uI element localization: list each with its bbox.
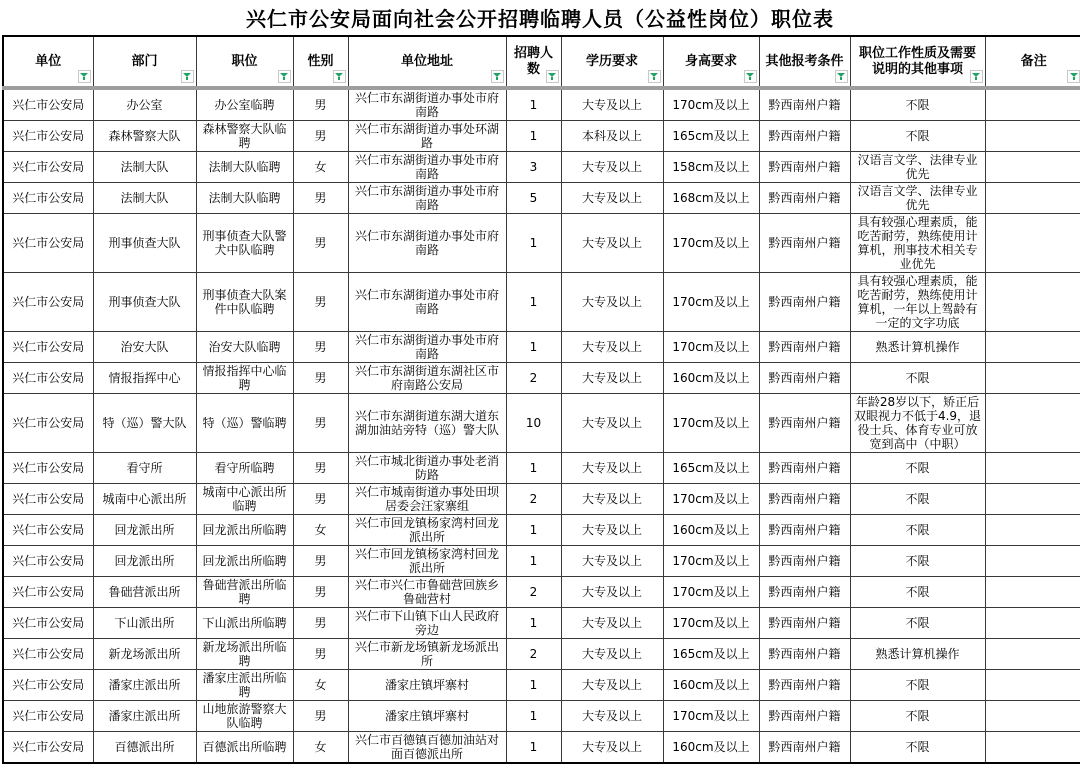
cell-address: 兴仁市东湖街道东湖社区市府南路公安局 [348,363,506,394]
cell-department: 鲁础营派出所 [93,577,196,608]
cell-unit: 兴仁市公安局 [3,701,93,732]
cell-remarks [985,639,1080,670]
cell-unit: 兴仁市公安局 [3,670,93,701]
cell-education: 大专及以上 [561,152,663,183]
cell-department: 下山派出所 [93,608,196,639]
filter-button-other-conditions[interactable] [835,70,848,83]
cell-address: 兴仁市东湖街道办事处市府南路 [348,88,506,121]
cell-position: 治安大队临聘 [196,332,293,363]
cell-remarks [985,608,1080,639]
cell-department: 特（巡）警大队 [93,394,196,453]
cell-headcount: 1 [506,273,561,332]
cell-headcount: 1 [506,332,561,363]
cell-address: 潘家庄镇坪寨村 [348,670,506,701]
cell-headcount: 1 [506,732,561,764]
cell-unit: 兴仁市公安局 [3,577,93,608]
cell-other-conditions: 黔西南州户籍 [759,546,850,577]
cell-height: 170cm及以上 [663,88,759,121]
cell-job-notes: 不限 [850,577,985,608]
cell-height: 165cm及以上 [663,639,759,670]
cell-job-notes: 熟悉计算机操作 [850,332,985,363]
cell-address: 兴仁市东湖街道办事处环湖路 [348,121,506,152]
cell-job-notes: 不限 [850,453,985,484]
cell-position: 回龙派出所临聘 [196,546,293,577]
table-row [3,701,1080,732]
cell-education: 大专及以上 [561,546,663,577]
cell-height: 170cm及以上 [663,394,759,453]
cell-unit: 兴仁市公安局 [3,332,93,363]
column-header-label: 招聘人数 [513,45,553,77]
filter-dropdown-icon [493,73,501,80]
cell-headcount: 5 [506,183,561,214]
cell-address: 兴仁市回龙镇杨家湾村回龙派出所 [348,546,506,577]
filter-dropdown-icon [972,73,980,80]
header-row [3,36,1080,88]
cell-other-conditions: 黔西南州户籍 [759,453,850,484]
cell-unit: 兴仁市公安局 [3,273,93,332]
cell-position: 潘家庄派出所临聘 [196,670,293,701]
table-row [3,577,1080,608]
cell-address: 兴仁市东湖街道办事处市府南路 [348,152,506,183]
cell-height: 170cm及以上 [663,608,759,639]
cell-gender: 男 [293,214,348,273]
cell-job-notes: 不限 [850,546,985,577]
cell-department: 法制大队 [93,152,196,183]
cell-job-notes: 不限 [850,701,985,732]
page-title: 兴仁市公安局面向社会公开招聘临聘人员（公益性岗位）职位表 [246,7,834,31]
cell-job-notes: 年龄28岁以下，矫正后双眼视力不低于4.9，退役士兵、体育专业可放宽到高中（中职） [850,394,985,453]
cell-remarks [985,732,1080,764]
cell-education: 大专及以上 [561,332,663,363]
column-header-label: 部门 [131,53,158,69]
cell-job-notes: 不限 [850,732,985,764]
cell-unit: 兴仁市公安局 [3,214,93,273]
filter-button-height[interactable] [744,70,757,83]
cell-job-notes: 不限 [850,121,985,152]
cell-unit: 兴仁市公安局 [3,394,93,453]
cell-remarks [985,121,1080,152]
cell-unit: 兴仁市公安局 [3,88,93,121]
cell-gender: 男 [293,88,348,121]
cell-position: 看守所临聘 [196,453,293,484]
column-header-label: 单位 [35,53,62,69]
cell-department: 森林警察大队 [93,121,196,152]
cell-gender: 女 [293,670,348,701]
filter-dropdown-icon [837,73,845,80]
cell-job-notes: 具有较强心理素质，能吃苦耐劳，熟练使用计算机，一年以上驾龄有一定的文字功底 [850,273,985,332]
cell-unit: 兴仁市公安局 [3,639,93,670]
cell-other-conditions: 黔西南州户籍 [759,732,850,764]
cell-headcount: 1 [506,701,561,732]
cell-job-notes: 具有较强心理素质，能吃苦耐劳，熟练使用计算机，刑事技术相关专业优先 [850,214,985,273]
cell-other-conditions: 黔西南州户籍 [759,273,850,332]
filter-button-unit[interactable] [78,70,91,83]
cell-gender: 男 [293,608,348,639]
cell-headcount: 2 [506,484,561,515]
filter-button-position[interactable] [278,70,291,83]
cell-education: 大专及以上 [561,183,663,214]
cell-unit: 兴仁市公安局 [3,608,93,639]
table-row [3,121,1080,152]
cell-height: 160cm及以上 [663,363,759,394]
cell-gender: 男 [293,453,348,484]
cell-height: 170cm及以上 [663,332,759,363]
cell-gender: 男 [293,577,348,608]
cell-job-notes: 汉语言文学、法律专业优先 [850,152,985,183]
cell-other-conditions: 黔西南州户籍 [759,701,850,732]
cell-department: 刑事侦查大队 [93,273,196,332]
cell-address: 兴仁市回龙镇杨家湾村回龙派出所 [348,515,506,546]
cell-department: 法制大队 [93,183,196,214]
cell-remarks [985,577,1080,608]
cell-department: 回龙派出所 [93,546,196,577]
table-row [3,183,1080,214]
cell-other-conditions: 黔西南州户籍 [759,183,850,214]
table-row [3,332,1080,363]
cell-headcount: 3 [506,152,561,183]
cell-position: 回龙派出所临聘 [196,515,293,546]
table-row [3,453,1080,484]
cell-department: 看守所 [93,453,196,484]
cell-remarks [985,332,1080,363]
filter-dropdown-icon [80,73,88,80]
cell-unit: 兴仁市公安局 [3,363,93,394]
column-header-label: 职位工作性质及需要说明的其他事项 [858,45,976,77]
cell-department: 办公室 [93,88,196,121]
filter-button-gender[interactable] [333,70,346,83]
cell-gender: 男 [293,363,348,394]
cell-education: 大专及以上 [561,214,663,273]
filter-button-department[interactable] [181,70,194,83]
cell-height: 160cm及以上 [663,670,759,701]
cell-position: 法制大队临聘 [196,152,293,183]
column-header-headcount [506,36,561,88]
cell-headcount: 1 [506,515,561,546]
cell-headcount: 2 [506,639,561,670]
filter-button-education[interactable] [648,70,661,83]
cell-gender: 女 [293,515,348,546]
cell-gender: 男 [293,546,348,577]
column-header-label: 其他报考条件 [765,53,844,69]
cell-address: 兴仁市东湖街道办事处市府南路 [348,332,506,363]
cell-remarks [985,484,1080,515]
filter-button-job-notes[interactable] [970,70,983,83]
cell-headcount: 1 [506,608,561,639]
cell-position: 法制大队临聘 [196,183,293,214]
cell-address: 兴仁市下山镇下山人民政府旁边 [348,608,506,639]
cell-job-notes: 不限 [850,670,985,701]
cell-headcount: 2 [506,577,561,608]
cell-gender: 男 [293,639,348,670]
cell-remarks [985,214,1080,273]
column-header-remarks [985,36,1080,88]
cell-remarks [985,394,1080,453]
cell-gender: 男 [293,183,348,214]
cell-other-conditions: 黔西南州户籍 [759,214,850,273]
cell-education: 大专及以上 [561,363,663,394]
cell-headcount: 1 [506,88,561,121]
cell-department: 潘家庄派出所 [93,670,196,701]
cell-department: 治安大队 [93,332,196,363]
column-header-label: 职位 [231,53,258,69]
table-row [3,546,1080,577]
cell-position: 下山派出所临聘 [196,608,293,639]
cell-position: 鲁础营派出所临聘 [196,577,293,608]
cell-gender: 男 [293,273,348,332]
table-row [3,363,1080,394]
cell-job-notes: 不限 [850,515,985,546]
column-header-unit [3,36,93,88]
cell-education: 大专及以上 [561,701,663,732]
cell-address: 兴仁市东湖街道办事处市府南路 [348,273,506,332]
table-row [3,670,1080,701]
column-header-job-notes [850,36,985,88]
cell-gender: 男 [293,332,348,363]
cell-department: 城南中心派出所 [93,484,196,515]
cell-position: 森林警察大队临聘 [196,121,293,152]
cell-job-notes: 不限 [850,88,985,121]
column-header-gender [293,36,348,88]
cell-address: 兴仁市城南街道办事处田坝居委会汪家寨组 [348,484,506,515]
filter-button-headcount[interactable] [546,70,559,83]
cell-height: 170cm及以上 [663,273,759,332]
cell-remarks [985,273,1080,332]
cell-position: 刑事侦查大队警犬中队临聘 [196,214,293,273]
table-row [3,732,1080,764]
column-header-other-conditions [759,36,850,88]
cell-education: 本科及以上 [561,121,663,152]
cell-address: 兴仁市东湖街道办事处市府南路 [348,183,506,214]
cell-remarks [985,363,1080,394]
cell-other-conditions: 黔西南州户籍 [759,515,850,546]
cell-height: 170cm及以上 [663,214,759,273]
cell-other-conditions: 黔西南州户籍 [759,332,850,363]
column-header-label: 备注 [1020,53,1047,69]
filter-dropdown-icon [280,73,288,80]
cell-unit: 兴仁市公安局 [3,484,93,515]
table-row [3,273,1080,332]
cell-education: 大专及以上 [561,608,663,639]
cell-other-conditions: 黔西南州户籍 [759,639,850,670]
cell-headcount: 1 [506,121,561,152]
cell-gender: 男 [293,121,348,152]
cell-address: 兴仁市兴仁市鲁础营回族乡鲁础营村 [348,577,506,608]
cell-education: 大专及以上 [561,577,663,608]
cell-other-conditions: 黔西南州户籍 [759,670,850,701]
table-row [3,152,1080,183]
cell-education: 大专及以上 [561,639,663,670]
filter-button-address[interactable] [491,70,504,83]
cell-education: 大专及以上 [561,88,663,121]
cell-education: 大专及以上 [561,394,663,453]
cell-position: 城南中心派出所临聘 [196,484,293,515]
cell-address: 兴仁市东湖街道办事处市府南路 [348,214,506,273]
column-header-label: 身高要求 [684,53,737,69]
cell-remarks [985,453,1080,484]
cell-height: 170cm及以上 [663,484,759,515]
cell-job-notes: 汉语言文学、法律专业优先 [850,183,985,214]
cell-remarks [985,670,1080,701]
cell-address: 兴仁市城北街道办事处老消防路 [348,453,506,484]
cell-education: 大专及以上 [561,453,663,484]
cell-height: 170cm及以上 [663,577,759,608]
table-row [3,484,1080,515]
cell-education: 大专及以上 [561,273,663,332]
cell-headcount: 1 [506,670,561,701]
cell-department: 刑事侦查大队 [93,214,196,273]
cell-position: 百德派出所临聘 [196,732,293,764]
cell-remarks [985,183,1080,214]
column-header-address [348,36,506,88]
cell-other-conditions: 黔西南州户籍 [759,121,850,152]
cell-headcount: 1 [506,546,561,577]
cell-other-conditions: 黔西南州户籍 [759,484,850,515]
cell-remarks [985,701,1080,732]
cell-remarks [985,152,1080,183]
table-row [3,394,1080,453]
job-positions-table [2,35,1080,764]
cell-height: 160cm及以上 [663,515,759,546]
cell-height: 160cm及以上 [663,732,759,764]
cell-position: 特（巡）警临聘 [196,394,293,453]
table-row [3,608,1080,639]
cell-address: 兴仁市东湖街道东湖大道东湖加油站旁特（巡）警大队 [348,394,506,453]
filter-dropdown-icon [335,73,343,80]
cell-headcount: 2 [506,363,561,394]
cell-headcount: 10 [506,394,561,453]
cell-unit: 兴仁市公安局 [3,546,93,577]
table-row [3,88,1080,121]
cell-gender: 男 [293,484,348,515]
column-header-height [663,36,759,88]
cell-other-conditions: 黔西南州户籍 [759,394,850,453]
cell-address: 兴仁市百德镇百德加油站对面百德派出所 [348,732,506,764]
cell-department: 百德派出所 [93,732,196,764]
cell-education: 大专及以上 [561,670,663,701]
cell-remarks [985,88,1080,121]
cell-address: 兴仁市新龙场镇新龙场派出所 [348,639,506,670]
cell-education: 大专及以上 [561,732,663,764]
column-header-education [561,36,663,88]
table-row [3,639,1080,670]
filter-dropdown-icon [183,73,191,80]
column-header-label: 学历要求 [585,53,638,69]
filter-dropdown-icon [650,73,658,80]
cell-position: 新龙场派出所临聘 [196,639,293,670]
cell-height: 170cm及以上 [663,701,759,732]
cell-position: 刑事侦查大队案件中队临聘 [196,273,293,332]
cell-headcount: 1 [506,214,561,273]
cell-other-conditions: 黔西南州户籍 [759,608,850,639]
cell-position: 情报指挥中心临聘 [196,363,293,394]
cell-other-conditions: 黔西南州户籍 [759,152,850,183]
cell-department: 情报指挥中心 [93,363,196,394]
filter-dropdown-icon [746,73,754,80]
cell-position: 办公室临聘 [196,88,293,121]
cell-other-conditions: 黔西南州户籍 [759,577,850,608]
cell-job-notes: 不限 [850,608,985,639]
cell-remarks [985,515,1080,546]
cell-gender: 男 [293,701,348,732]
filter-dropdown-icon [548,73,556,80]
cell-job-notes: 熟悉计算机操作 [850,639,985,670]
cell-position: 山地旅游警察大队临聘 [196,701,293,732]
column-header-label: 性别 [307,53,334,69]
cell-unit: 兴仁市公安局 [3,453,93,484]
column-header-label: 单位地址 [400,53,453,69]
table-row [3,214,1080,273]
cell-height: 168cm及以上 [663,183,759,214]
cell-height: 170cm及以上 [663,546,759,577]
cell-gender: 女 [293,732,348,764]
cell-education: 大专及以上 [561,484,663,515]
cell-unit: 兴仁市公安局 [3,732,93,764]
cell-department: 潘家庄派出所 [93,701,196,732]
cell-other-conditions: 黔西南州户籍 [759,363,850,394]
cell-other-conditions: 黔西南州户籍 [759,88,850,121]
cell-address: 潘家庄镇坪寨村 [348,701,506,732]
cell-education: 大专及以上 [561,515,663,546]
cell-department: 新龙场派出所 [93,639,196,670]
table-row [3,515,1080,546]
cell-headcount: 1 [506,453,561,484]
cell-job-notes: 不限 [850,363,985,394]
cell-height: 158cm及以上 [663,152,759,183]
cell-unit: 兴仁市公安局 [3,121,93,152]
filter-dropdown-icon [1070,73,1078,80]
cell-height: 165cm及以上 [663,453,759,484]
cell-job-notes: 不限 [850,484,985,515]
column-header-position [196,36,293,88]
cell-unit: 兴仁市公安局 [3,515,93,546]
cell-gender: 女 [293,152,348,183]
filter-button-remarks[interactable] [1067,70,1080,83]
cell-department: 回龙派出所 [93,515,196,546]
column-header-department [93,36,196,88]
cell-height: 165cm及以上 [663,121,759,152]
cell-gender: 男 [293,394,348,453]
cell-remarks [985,546,1080,577]
cell-unit: 兴仁市公安局 [3,183,93,214]
cell-unit: 兴仁市公安局 [3,152,93,183]
